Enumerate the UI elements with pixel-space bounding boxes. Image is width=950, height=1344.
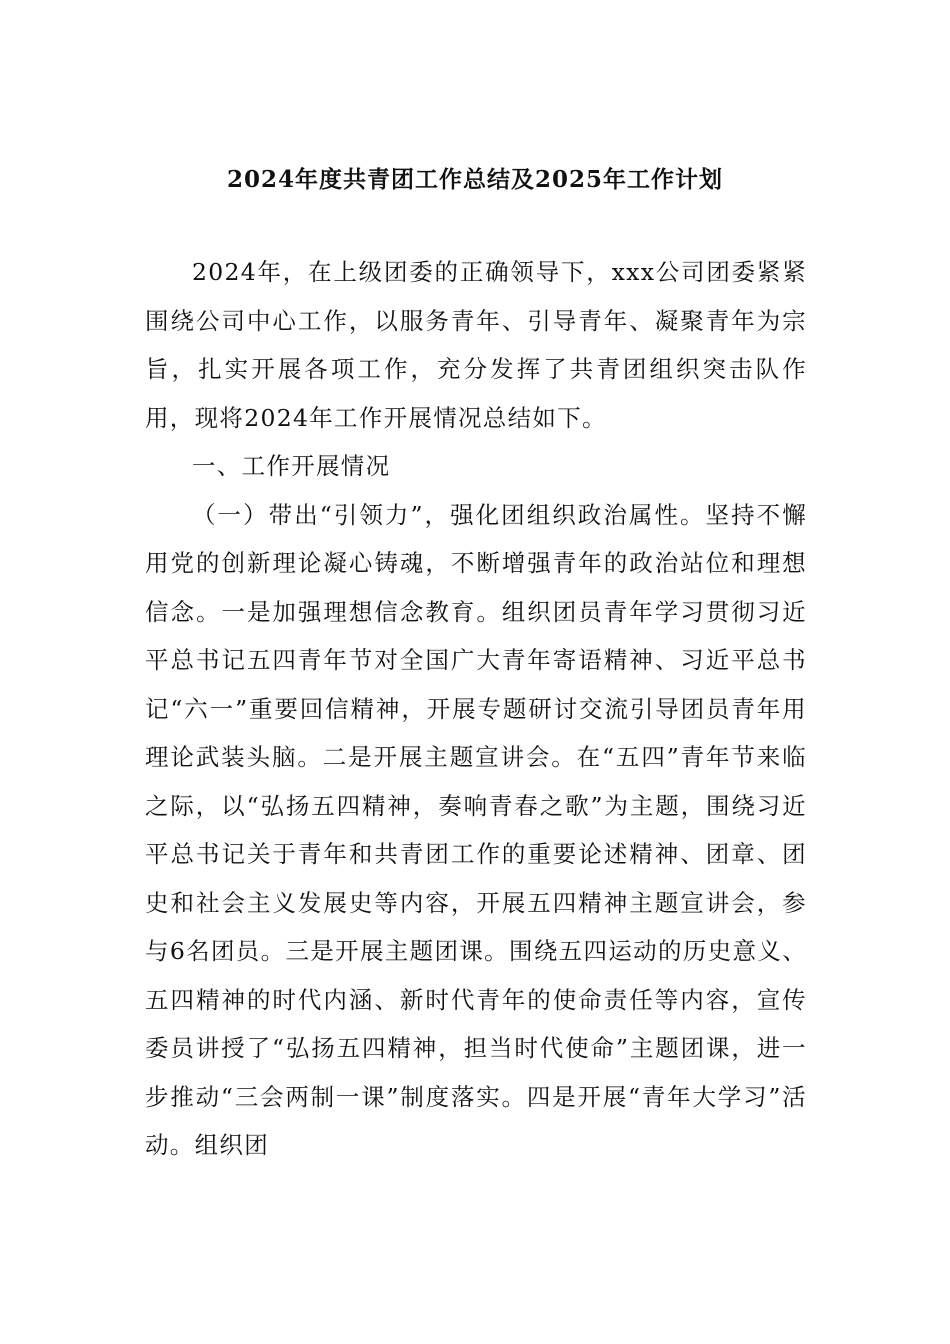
document-title: 2024年度共青团工作总结及2025年工作计划: [226, 166, 724, 193]
section-heading: 一、工作开展情况: [192, 452, 391, 480]
subsection-paragraph: （一）带出“引领力”，强化团组织政治属性。坚持不懈用党的创新理论凝心铸魂，不断增强青年的政治站位和理想信念。一是加强理想信念教育。组织团员青年学习贯彻习近平总书记五四青年节对全国广大青年寄语精神、习近平总书记“六一”重要回信精神，开展专题研讨交流引导团员青年用理论武装头脑。二是开展主题宣讲会。在“五四”青年节来临之际，以“弘扬五四精神，奏响青春之歌”为主题，围绕习近平总书记关于青年和共青团工作的重要论述精神、团章、团史和社会主义发展史等内容，开展五四精神主题宣讲会，参与6名团员。三是开展主题团课。围绕五四运动的历史意义、五四精神的时代内涵、新时代青年的使命责任等内容，宣传委员讲授了“弘扬五四精神，担当时代使命”主题团课，进一步推动“三会两制一课”制度落实。四是开展“青年大学习”活动。组织团: [145, 500, 807, 1159]
intro-paragraph: 2024年，在上级团委的正确领导下，xxx公司团委紧紧围绕公司中心工作，以服务青年、引导青年、凝聚青年为宗旨，扎实开展各项工作，充分发挥了共青团组织突击队作用，现将2024年工作开展情况总结如下。: [145, 258, 807, 432]
document-body: [145, 248, 807, 1170]
